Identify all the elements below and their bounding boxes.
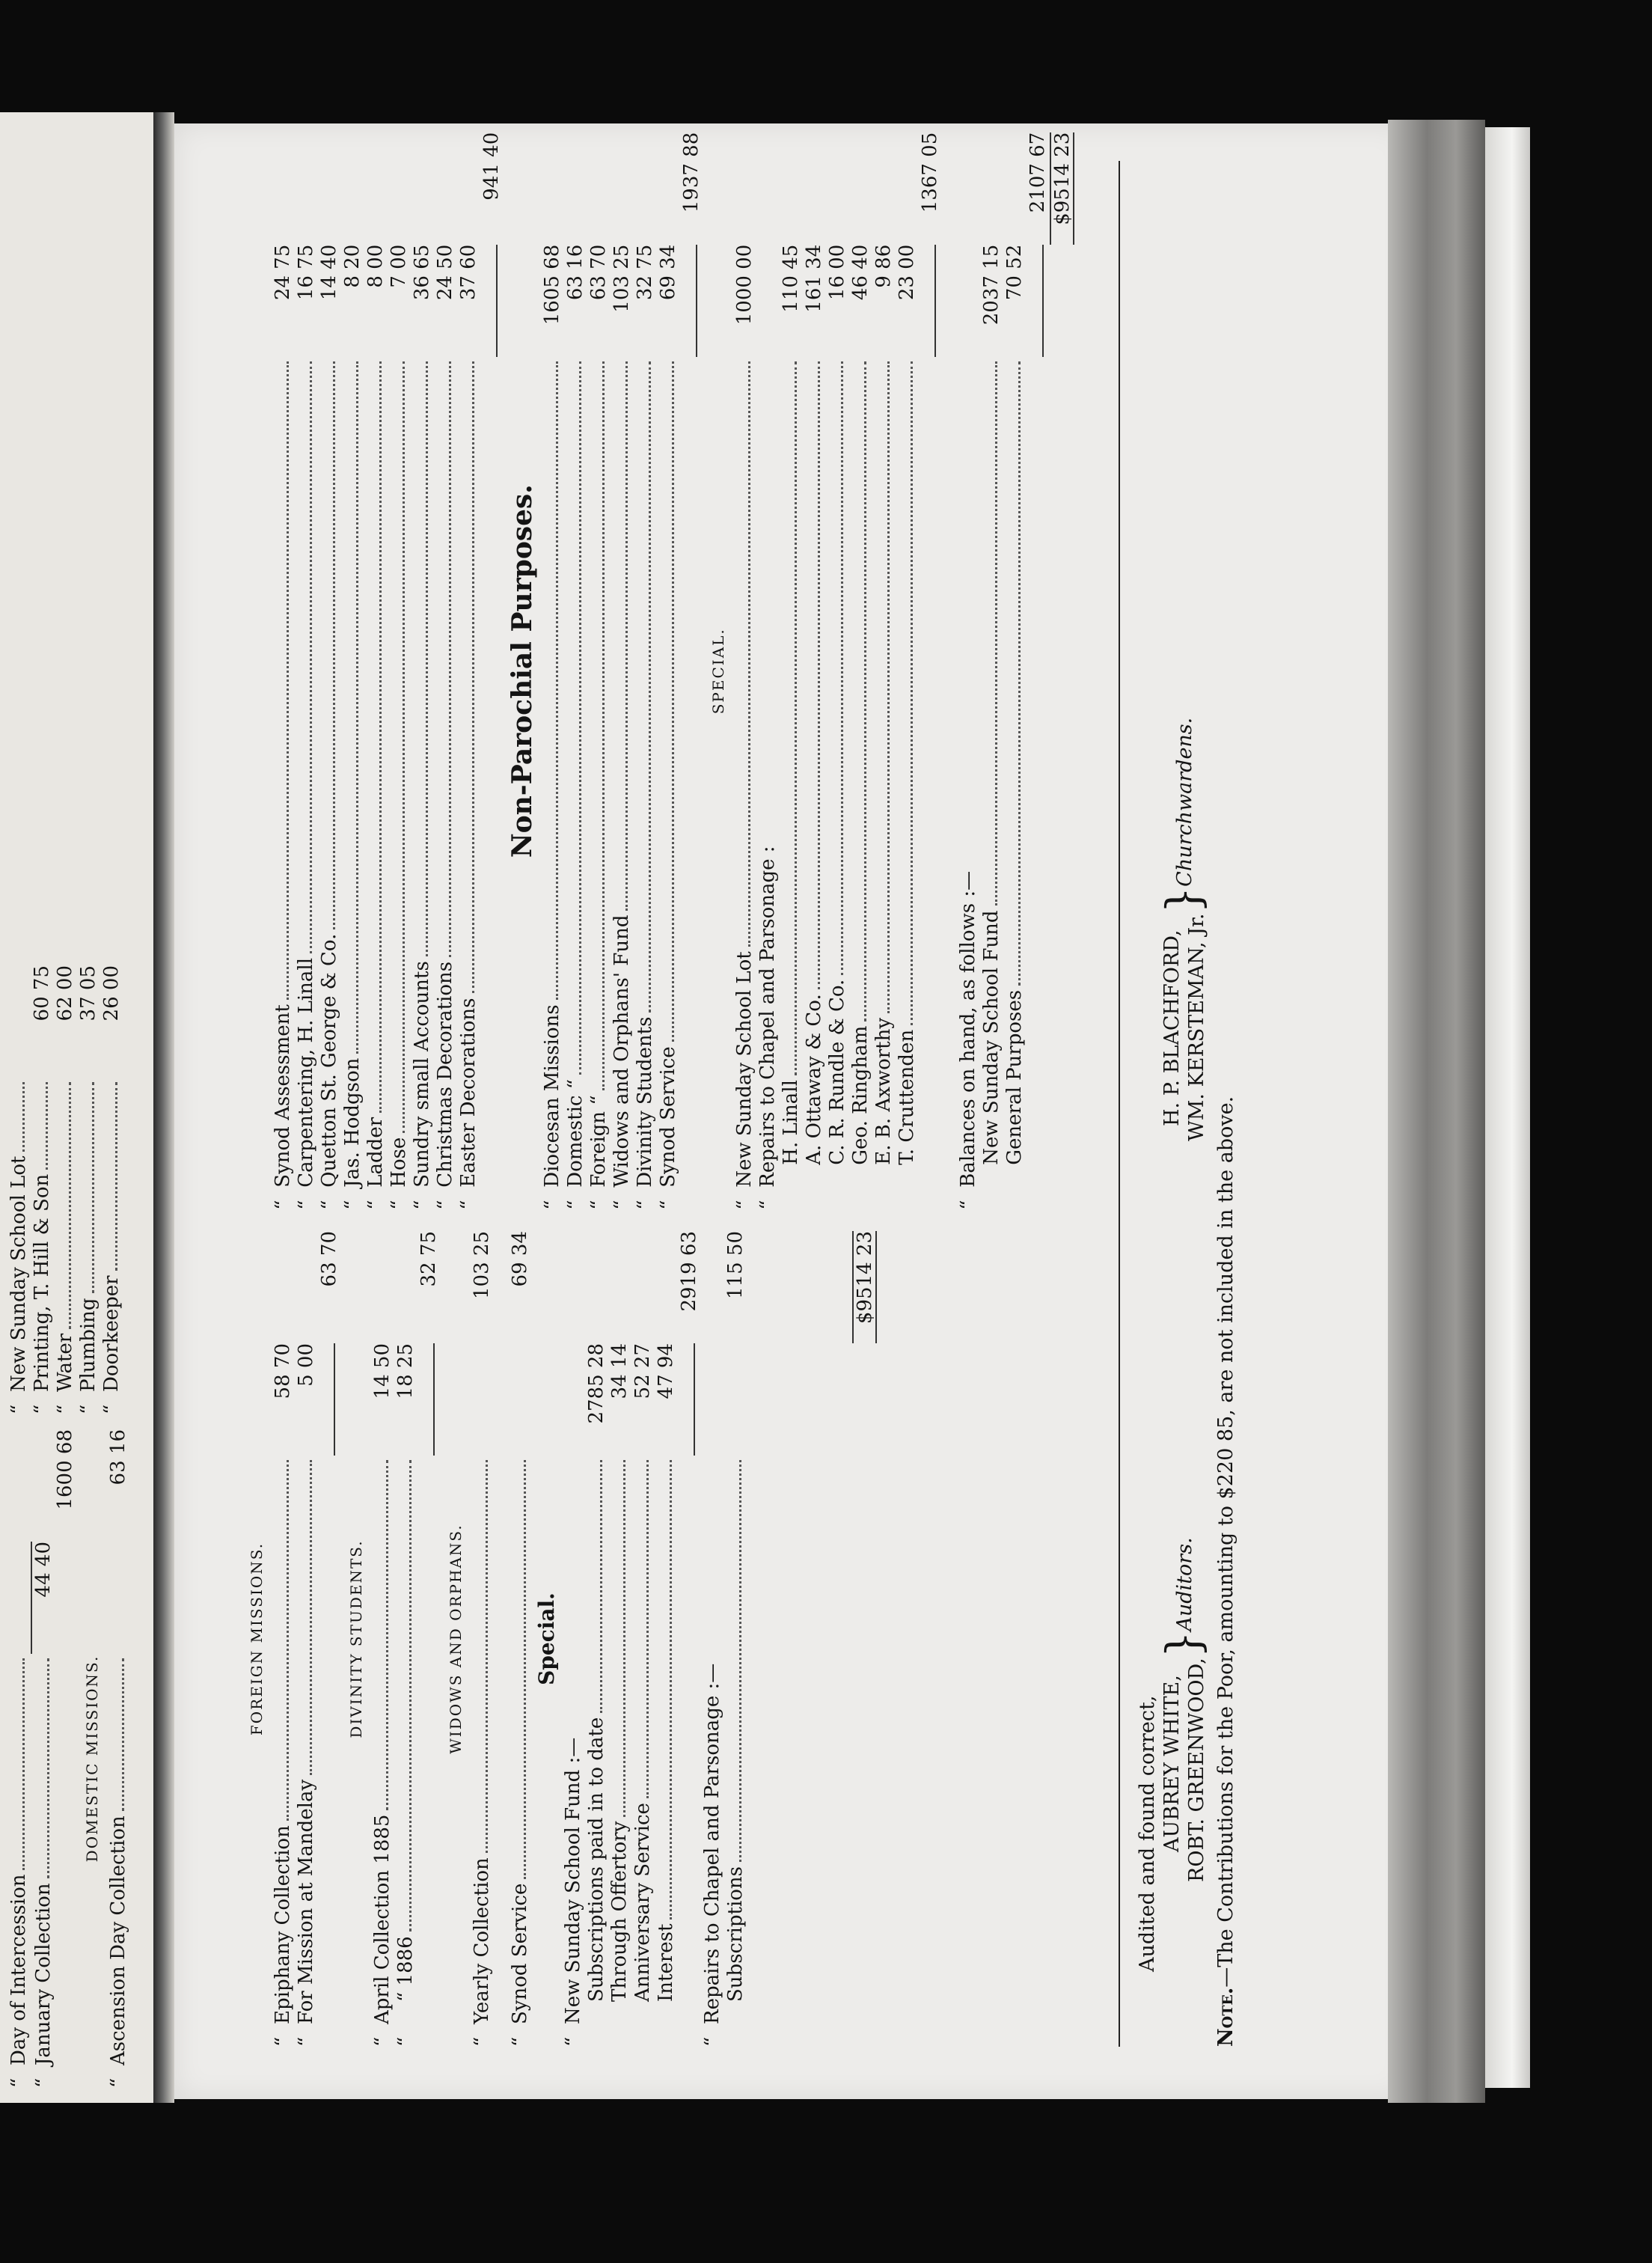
ledger-row: Geo. Ringham 46 40: [849, 244, 872, 1165]
churchwardens-block: [1135, 168, 1209, 1216]
ledger-row: “ Christmas Decorations 24 50: [434, 244, 456, 1210]
ledger-row: “ Domestic “ 63 16: [564, 244, 587, 1210]
auditor-name: AUBREY WHITE,: [1160, 1675, 1184, 1852]
ledger-subtotal-row: 1937 88: [680, 132, 703, 1210]
previous-page: [0, 112, 153, 2103]
widows-orphans-heading: WIDOWS AND ORPHANS.: [447, 1524, 465, 1754]
ledger-subtotal-row: 32 75: [417, 1231, 441, 2047]
prev-row: “ Day of Intercession: [7, 1429, 31, 2088]
grand-total-row: $9514 23: [852, 1231, 875, 2047]
ledger-row: Through Offertory 34 14: [608, 1343, 631, 2002]
ledger-row: Anniversary Service 52 27: [631, 1343, 654, 2002]
ledger-row: “ Sundry small Accounts 36 65: [411, 244, 433, 1210]
prev-row: “ January Collection 44 40: [32, 1542, 55, 2088]
divinity-students-heading: DIVINITY STUDENTS.: [347, 1539, 365, 1738]
page-stack-edge-light: [1485, 127, 1530, 2088]
brace-icon: }: [1157, 1631, 1211, 1658]
ledger-row: Subscriptions paid in to date 2785 28: [585, 1343, 608, 2002]
ledger-row: “ Balances on hand, as follows :—: [957, 870, 979, 1210]
ledger-row: “ Hose 7 00: [388, 244, 410, 1210]
ledger-row: “ Repairs to Chapel and Parsonage :: [756, 846, 779, 1210]
note: [1214, 131, 1238, 2047]
ledger-row: “ Synod Assessment 24 75: [272, 244, 294, 1210]
ledger-row: “ Divinity Students 32 75: [634, 244, 656, 1210]
page-stack-edge: [1388, 120, 1485, 2103]
ledger-row: “ Ladder 8 00: [364, 244, 387, 1210]
rule-row: [875, 1231, 899, 2047]
brace-icon: }: [1157, 886, 1211, 914]
ledger-row: “ April Collection 1885 14 50: [371, 1343, 394, 2047]
ledger-subtotal-row: 63 70: [318, 1231, 341, 2047]
ledger-row: “ Foreign “ 63 70: [587, 244, 610, 1210]
ledger-row: “ For Mission at Mandelay 5 00: [295, 1343, 317, 2047]
footer-rule: [1119, 161, 1120, 2047]
ledger-row: “ “ 1886 18 25: [394, 1343, 417, 2047]
prev-row: “ Ascension Day Collection 63 16: [107, 1429, 129, 2088]
ledger-row: “ Epiphany Collection 58 70: [272, 1343, 294, 2047]
auditors-block: [1135, 1216, 1209, 2047]
previous-page-text: [7, 965, 130, 2088]
ledger-row: “ Carpentering, H. Linall 16 75: [295, 244, 317, 1210]
ledger-row: “ New Sunday School Lot 1000 00: [733, 244, 756, 1210]
churchwarden-name: H. P. BLACHFORD,: [1160, 929, 1184, 1126]
prev-row: 1600 68: [54, 1429, 76, 1510]
ledger-row: New Sunday School Fund 2037 15: [980, 244, 1003, 1165]
book-gutter: [153, 112, 174, 2103]
ledger-row: C. R. Rundle & Co. 16 00: [826, 244, 848, 1165]
audited-text: Audited and found correct,: [1136, 1695, 1159, 1972]
churchwarden-name: WM. KERSTEMAN, Jr.: [1185, 913, 1208, 1141]
special-subheading: SPECIAL.: [709, 628, 727, 715]
ledger-row: A. Ottaway & Co. 161 34: [803, 244, 825, 1165]
ledger-row: General Purposes 70 52: [1003, 244, 1026, 1165]
ledger-row: H. Linall 110 45: [780, 244, 802, 1165]
special-heading: Special.: [534, 1592, 559, 1685]
note-label: Note.: [1214, 1987, 1238, 2047]
ledger-rotated-content: [227, 131, 1238, 2047]
ledger-row: “ Yearly Collection 103 25: [471, 1231, 493, 2047]
ledger-row: “ Quetton St. George & Co. 14 40: [318, 244, 340, 1210]
ledger-subtotal-row: 2919 63: [678, 1231, 701, 2047]
prev-left-column: [7, 1429, 130, 2088]
auditors-label: Auditors.: [1172, 1537, 1196, 1631]
prev-row: “ Doorkeeper 26 00: [100, 965, 123, 1414]
ledger-row: “ Diocesan Missions 1605 68: [541, 244, 563, 1210]
ledger-row: Subscriptions 115 50: [724, 1231, 747, 2002]
ledger-row: E. B. Axworthy 9 86: [872, 244, 895, 1165]
ledger-row: “ Widows and Orphans' Fund 103 25: [611, 244, 633, 1210]
receipts-column: [227, 1231, 899, 2047]
prev-row: “ Printing, T. Hill & Son 60 75: [31, 965, 53, 1414]
ledger-page: [174, 123, 1409, 2099]
ledger-row: “ Easter Decorations 37 60: [457, 244, 480, 1210]
ledger-subtotal-row: 1367 05: [919, 132, 942, 1210]
ledger-row: “ Repairs to Chapel and Parsonage :—: [701, 1663, 723, 2047]
ledger-row: “ Synod Service 69 34: [509, 1231, 531, 2047]
ledger-row: “ New Sunday School Fund :—: [562, 1737, 584, 2047]
non-parochial-heading: Non-Parochial Purposes.: [507, 484, 538, 858]
prev-heading: DOMESTIC MISSIONS.: [83, 1655, 101, 1863]
ledger-subtotal-row: 941 40: [480, 132, 504, 1210]
payments-column: [227, 132, 1096, 1210]
auditor-name: ROBT. GREENWOOD,: [1185, 1658, 1208, 1882]
ledger-row: “ Synod Service 69 34: [657, 244, 679, 1210]
foreign-missions-heading: FOREIGN MISSIONS.: [248, 1542, 266, 1736]
ledger-row: “ Jas. Hodgson 8 20: [341, 244, 364, 1210]
grand-total-row: $9514 23: [1050, 132, 1073, 1210]
signatures: [1135, 131, 1209, 2047]
prev-row: “ Plumbing 37 05: [77, 965, 100, 1414]
note-text: —The Contributions for the Poor, amounting to $220 85, are not included in the above.: [1214, 1096, 1238, 1988]
rule-row: [1073, 132, 1096, 1210]
prev-row: “ New Sunday School Lot: [7, 965, 31, 1414]
prev-row: “ Water 62 00: [54, 965, 76, 1414]
ledger-row: Interest 47 94: [655, 1343, 677, 2002]
prev-right-column: [7, 965, 130, 1414]
ledger-subtotal-row: 2107 67: [1027, 132, 1050, 1210]
ledger-row: T. Cruttenden 23 00: [896, 244, 918, 1165]
churchwardens-label: Churchwardens.: [1172, 717, 1196, 887]
